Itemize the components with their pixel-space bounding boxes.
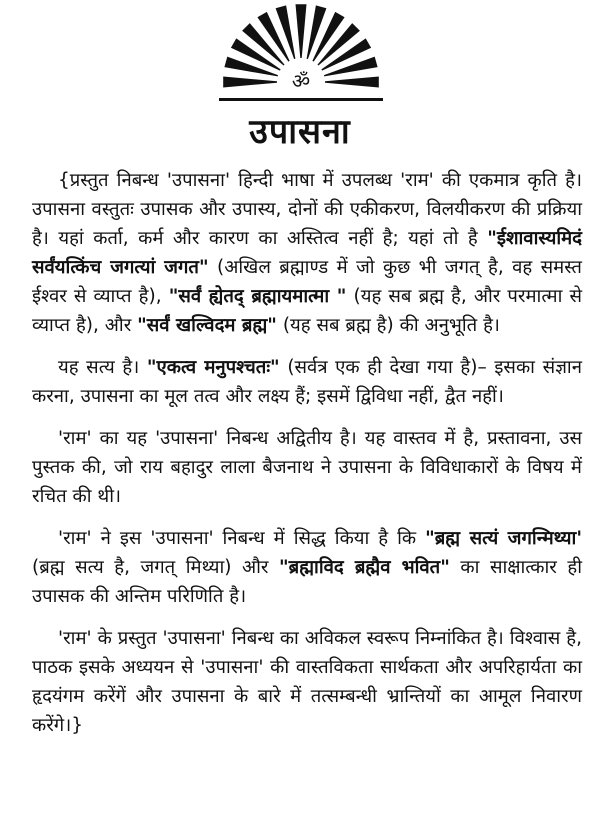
paragraph-4 [32, 524, 582, 611]
paragraph-text: (यह सब ब्रह्म है, और परमात्मा से व्याप्त है), और [32, 286, 582, 336]
paragraph-text: (ब्रह्म सत्य है, जगत् मिथ्या) और [32, 557, 280, 578]
paragraph-text: (सर्वत्र एक ही देखा गया है)– इसका संज्ञान करना, उपासना का मूल तत्व और लक्ष्य हैं; इसमें द्विविधा नहीं, द्वैत नहीं। [32, 357, 582, 407]
paragraph-text: (अखिल ब्रह्माण्ड में जो कुछ भी जगत् है, वह समस्त ईश्वर से व्याप्त है), [32, 257, 582, 307]
sun-ray [307, 5, 327, 59]
quoted-mantra: "ब्रह्म सत्यं जगन्मिथ्या' [425, 528, 582, 549]
paragraph-text: 'राम' ने इस 'उपासना' निबन्ध में सिद्ध किया है कि [58, 528, 426, 549]
paragraph-1 [32, 166, 582, 340]
sun-ray [276, 5, 296, 59]
quoted-mantra: "सर्वं ह्येतद् ब्रह्मायमात्मा " [168, 286, 347, 307]
quoted-mantra: "एकत्व मनुपश्चतः" [146, 357, 280, 378]
sun-ray [324, 57, 378, 77]
sun-ray [224, 57, 278, 77]
essay-body [32, 166, 582, 740]
sun-ray [223, 77, 277, 88]
om-symbol: ॐ [291, 69, 311, 93]
quoted-mantra: "सर्वं खल्विदम ब्रह्म" [137, 315, 277, 336]
emblem-baseline [219, 98, 383, 101]
quoted-mantra: "ब्रह्माविद ब्रह्मैव भवित" [279, 557, 450, 578]
om-sunburst-emblem [215, 2, 387, 102]
paragraph-text: यह सत्य है। [58, 357, 147, 378]
paragraph-text: 'राम' का यह 'उपासना' निबन्ध अद्वितीय है। यह वास्तव में है, प्रस्तावना, उस पुस्तक की, जो राय बहादुर लाला बैजनाथ ने उपासना के विविधाकारों के विषय में रचित की थी। [32, 428, 582, 507]
page-title: उपासना [249, 112, 351, 152]
paragraph-text: (यह सब ब्रह्म है) की अनुभूति है। [276, 315, 500, 336]
paragraph-text: {प्रस्तुत निबन्ध 'उपासना' हिन्दी भाषा में उपलब्ध 'राम' की एकमात्र कृति है। उपासना वस्तुतः उपासक और उपास्य, दोनों की एकीकरण, विलयीकरण की प्रक्रिया है। यहां कर्ता, कर्म और कारण का अस्तित्व नहीं है; यहां तो है [32, 170, 582, 249]
sunburst-icon [215, 2, 387, 102]
sun-ray [325, 77, 379, 88]
paragraph-5 [32, 624, 582, 740]
paragraph-text: 'राम' के प्रस्तुत 'उपासना' निबन्ध का अविकल स्वरूप निम्नांकित है। विश्वास है, पाठक इसके अध्ययन से 'उपासना' की वास्तविकता सार्थकता और अपरिहार्यता का हृदयंगम करेंगें और उपासना के बारे में तत्सम्बन्धी भ्रान्तियों का आमूल निवारण करेंगे।} [32, 628, 582, 736]
paragraph-2 [32, 353, 582, 411]
quoted-mantra: "ईशावास्यमिदं सर्वंयत्किंच जगत्यां जगत" [32, 228, 582, 278]
paragraph-text: का साक्षात्कार ही उपासक की अन्तिम परिणिति है। [32, 557, 583, 607]
sun-ray [296, 4, 307, 58]
paragraph-3 [32, 424, 582, 511]
